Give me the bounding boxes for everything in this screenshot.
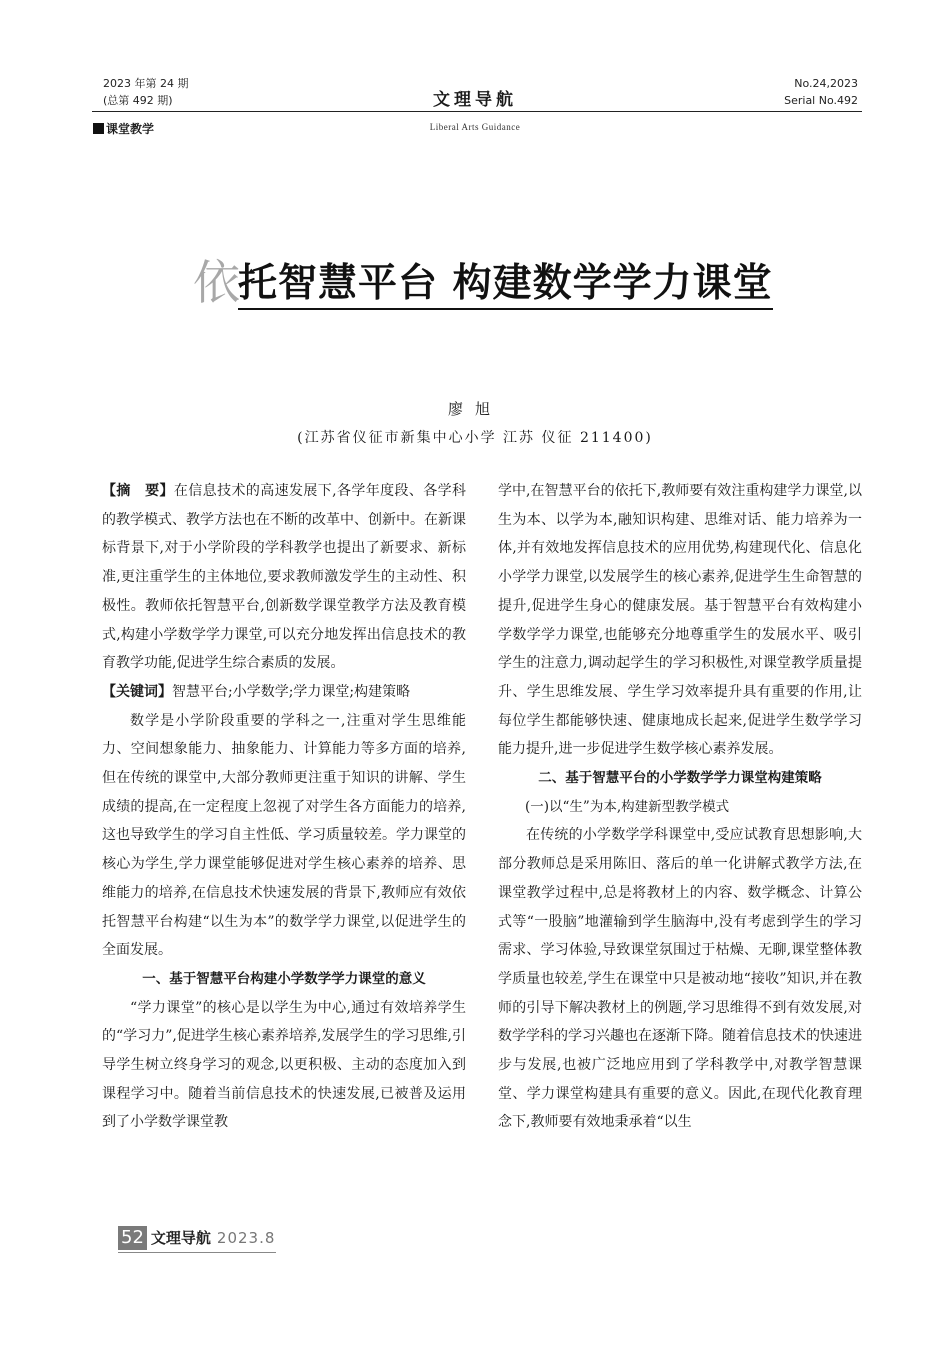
keywords-text: 智慧平台;小学数学;学力课堂;构建策略 <box>172 683 411 700</box>
subsection-heading: (一)以“生”为本,构建新型教学模式 <box>525 798 730 815</box>
left-column <box>102 477 466 1137</box>
keywords <box>102 678 466 707</box>
serial-number: Serial No.492 <box>784 94 858 107</box>
issue-number: 2023 年第 24 期 <box>103 77 189 90</box>
abstract <box>102 477 466 678</box>
page-footer <box>118 1226 275 1250</box>
paragraph: “学力课堂”的核心是以学生为中心,通过有效培养学生的“学习力”,促进学生核心素养培养,发展学生的学习思维,引导学生树立终身学习的观念,以更积极、主动的态度加入到课程学习中。随着当前信息技术的快速发展,已被普及运用到了小学数学课堂教 <box>102 999 466 1131</box>
title-text: 托智慧平台 构建数学学力课堂 <box>238 261 773 310</box>
issue-number-en: No.24,2023 <box>794 77 858 90</box>
author: 廖旭 <box>447 400 502 418</box>
page-number: 52 <box>118 1226 147 1250</box>
abstract-text: 在信息技术的高速发展下,各学年度段、各学科的教学模式、教学方法也在不断的改革中、创新中。在新课标背景下,对于小学阶段的学科教学也提出了新要求、新标准,更注重学生的主体地位,要求教师激发学生的主动性、积极性。教师依托智慧平台,创新数学课堂教学方法及教育模式,构建小学数学学力课堂,可以充分地发挥出信息技术的教育教学功能,促进学生综合素质的发展。 <box>102 483 467 672</box>
affiliation: (江苏省仪征市新集中心小学 江苏 仪征 211400) <box>297 430 653 446</box>
footer-rule <box>118 1252 276 1253</box>
title-initial: 依 <box>193 256 240 311</box>
keywords-label: 【关键词】 <box>102 683 172 700</box>
journal-title: 文理导航 <box>433 90 517 110</box>
article-title <box>193 246 773 313</box>
footer-journal: 文理导航 <box>150 1229 211 1247</box>
paragraph: 在传统的小学数学学科课堂中,受应试教育思想影响,大部分教师总是采用陈旧、落后的单一化讲解式教学方法,在课堂教学过程中,总是将教材上的内容、数学概念、计算公式等“一股脑”地灌输到学生脑海中,没有考虑到学生的学习需求、学习体验,导致课堂氛围过于枯燥、无聊,课堂整体教学质量也较差,学生在课堂中只是被动地“接收”知识,并在教师的引导下解决教材上的例题,学习思维得不到有效发展,对数学学科的学习兴趣也在逐渐下降。随着信息技术的快速进步与发展,也被广泛地应用到了学科教学中,对教学智慧课堂、学力课堂构建具有重要的意义。因此,在现代化教育理念下,教师要有效地秉承着“以生 <box>498 827 862 1131</box>
section-heading-2: 二、基于智慧平台的小学数学学力课堂构建策略 <box>538 770 822 787</box>
paragraph: 数学是小学阶段重要的学科之一,注重对学生思维能力、空间想象能力、抽象能力、计算能力等多方面的培养,但在传统的课堂中,大部分教师更注重于知识的讲解、学生成绩的提高,在一定程度上忽视了对学生各方面能力的培养,这也导致学生的学习自主性低、学习质量较差。学力课堂的核心为学生,学力课堂能够促进对学生核心素养的培养、思维能力的培养,在信息技术快速发展的背景下,教师应有效依托智慧平台构建“以生为本”的数学学力课堂,以促进学生的全面发展。 <box>102 712 466 959</box>
right-column <box>498 477 862 1137</box>
footer-date: 2023.8 <box>216 1229 276 1247</box>
header-serial-info <box>784 75 858 109</box>
section-name: 课堂教学 <box>106 122 155 136</box>
abstract-label: 【摘 要】 <box>102 483 174 499</box>
header-rule <box>92 111 862 112</box>
section-heading-1: 一、基于智慧平台构建小学数学学力课堂的意义 <box>142 970 426 987</box>
journal-title-en: Liberal Arts Guidance <box>429 122 521 132</box>
paragraph: 学中,在智慧平台的依托下,教师要有效注重构建学力课堂,以生为本、以学为本,融知识构建、思维对话、能力培养为一体,并有效地发挥信息技术的应用优势,构建现代化、信息化小学学力课堂,以发展学生的核心素养,促进学生生命智慧的提升,促进学生身心的健康发展。基于智慧平台有效构建小学数学学力课堂,也能够充分地尊重学生的发展水平、吸引学生的注意力,调动起学生的学习积极性,对课堂教学质量提升、学生思维发展、学生学习效率提升具有重要的作用,让每位学生都能够快速、健康地成长起来,促进学生数学学习能力提升,进一步促进学生数学核心素养发展。 <box>498 483 862 758</box>
total-issue-number: (总第 492 期) <box>103 94 173 107</box>
